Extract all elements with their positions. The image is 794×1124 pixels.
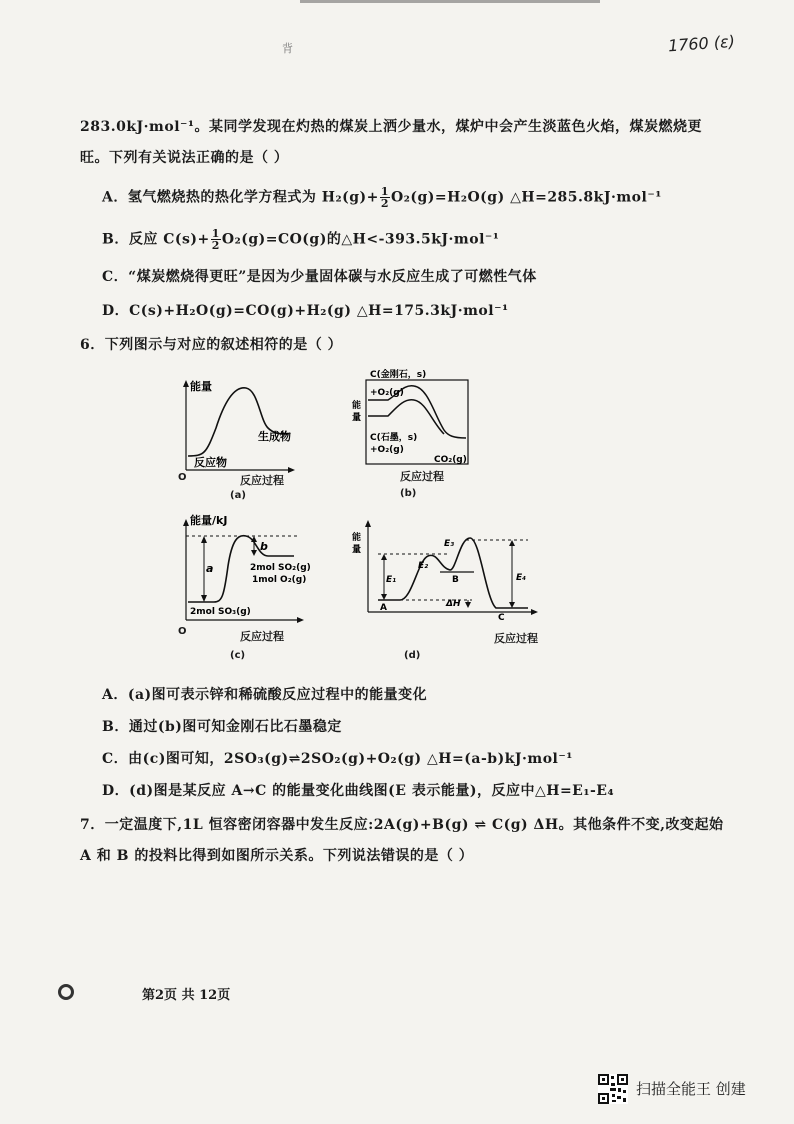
q6-option-c: C．由(c)图可知，2SO₃(g)⇌2SO₂(g)+O₂(g) △H=(a-b)kJ·mol⁻¹ <box>102 751 573 767</box>
diagram-d <box>348 520 538 661</box>
diagram-b-mid-label: C(石墨，s) <box>370 433 418 443</box>
scan-edge-mark <box>300 0 600 3</box>
q5-intro-line1: 283.0kJ·mol⁻¹。某同学发现在灼热的煤炭上洒少量水，煤炉中会产生淡蓝色火焰，煤炭燃烧更 <box>80 119 703 135</box>
q6-stem: 6．下列图示与对应的叙述相符的是（ ） <box>80 337 343 353</box>
q6-option-a: A．(a)图可表示锌和稀硫酸反应过程中的能量变化 <box>102 687 428 703</box>
diagram-b-product: CO₂(g) <box>434 455 467 465</box>
q7-line2: A 和 B 的投料比得到如图所示关系。下列说法错误的是（ ） <box>80 848 474 864</box>
diagram-b-caption: (b) <box>400 488 417 499</box>
top-mark: 背 <box>282 42 293 55</box>
diagram-d-ylabel-2: 量 <box>352 545 362 555</box>
diagram-c-top1: 2mol SO₂(g) <box>250 563 311 573</box>
diagram-a-xlabel: 反应过程 <box>240 474 284 487</box>
diagram-d-e3: E₃ <box>444 539 455 549</box>
diagram-b-xlabel: 反应过程 <box>400 470 444 483</box>
q5-option-d: D．C(s)+H₂O(g)=CO(g)+H₂(g) △H=175.3kJ·mol⁻¹ <box>102 303 509 319</box>
diagram-a <box>176 378 296 501</box>
diagram-a-origin: O <box>178 472 187 483</box>
scanner-watermark: 扫描全能王 创建 <box>636 1080 746 1098</box>
diagram-c-xlabel: 反应过程 <box>240 630 284 643</box>
diagram-b-top-o2: +O₂(g) <box>370 388 404 398</box>
diagram-b-ylabel-1: 能 <box>352 401 362 411</box>
diagram-b-ylabel-2: 量 <box>352 413 362 423</box>
diagram-c-top2: 1mol O₂(g) <box>252 575 307 585</box>
diagram-c <box>176 514 311 661</box>
diagram-d-xlabel: 反应过程 <box>494 632 538 645</box>
diagram-a-ylabel: 能量 <box>190 380 212 393</box>
diagram-d-label-b: B <box>452 575 459 585</box>
q5-option-b: B．反应 C(s)+ $\frac{1}{2}$ O₂(g)=CO(g)的△H<-393.5kJ·mol⁻¹ <box>102 227 500 252</box>
diagram-b <box>348 368 472 499</box>
fraction-half: $\frac{1}{2}$ <box>211 227 220 252</box>
handwritten-note: 1760 (ε) <box>667 31 736 56</box>
diagram-b-mid-o2: +O₂(g) <box>370 445 404 455</box>
diagram-d-dh: ΔH <box>446 599 461 609</box>
qr-code-icon <box>598 1074 628 1104</box>
q6-option-d: D．(d)图是某反应 A→C 的能量变化曲线图(E 表示能量)，反应中△H=E₁-E₄ <box>102 783 615 799</box>
diagram-c-a: a <box>206 562 214 575</box>
binder-hole-icon <box>58 984 74 1000</box>
diagram-c-bottom: 2mol SO₃(g) <box>190 607 251 617</box>
diagram-d-e4: E₄ <box>516 573 527 583</box>
fraction-half: $\frac{1}{2}$ <box>380 185 390 210</box>
diagram-d-label-c: C <box>498 613 505 623</box>
diagram-a-caption: (a) <box>230 490 246 501</box>
diagram-b-top-label: C(金刚石，s) <box>370 370 427 380</box>
diagram-c-caption: (c) <box>230 650 246 661</box>
q5-option-c: C．“煤炭燃烧得更旺”是因为少量固体碳与水反应生成了可燃性气体 <box>102 269 537 285</box>
q5-option-a: A．氢气燃烧热的热化学方程式为 H₂(g)+ $\frac{1}{2}$ O₂(g)=H₂O(g) △H=285.8kJ·mol⁻¹ <box>102 185 662 210</box>
diagram-c-origin: O <box>178 626 187 637</box>
q7-line1: 7．一定温度下,1L 恒容密闭容器中发生反应:2A(g)+B(g) ⇌ C(g) ΔH。其他条件不变,改变起始 <box>80 817 724 833</box>
diagram-d-ylabel-1: 能 <box>352 533 362 543</box>
diagram-a-reactant: 反应物 <box>194 456 227 469</box>
q6-option-b: B．通过(b)图可知金刚石比石墨稳定 <box>102 719 342 735</box>
diagram-d-e1: E₁ <box>386 575 397 585</box>
page-footer: 第2页 共 12页 <box>142 988 231 1003</box>
diagram-c-ylabel: 能量/kJ <box>190 514 228 527</box>
q5-intro-line2: 旺。下列有关说法正确的是（ ） <box>80 150 289 166</box>
diagram-d-label-a: A <box>380 603 387 613</box>
diagram-d-e2: E₂ <box>418 561 429 571</box>
diagram-c-b: b <box>260 540 268 553</box>
diagram-d-caption: (d) <box>404 650 421 661</box>
diagram-a-product: 生成物 <box>258 430 291 443</box>
